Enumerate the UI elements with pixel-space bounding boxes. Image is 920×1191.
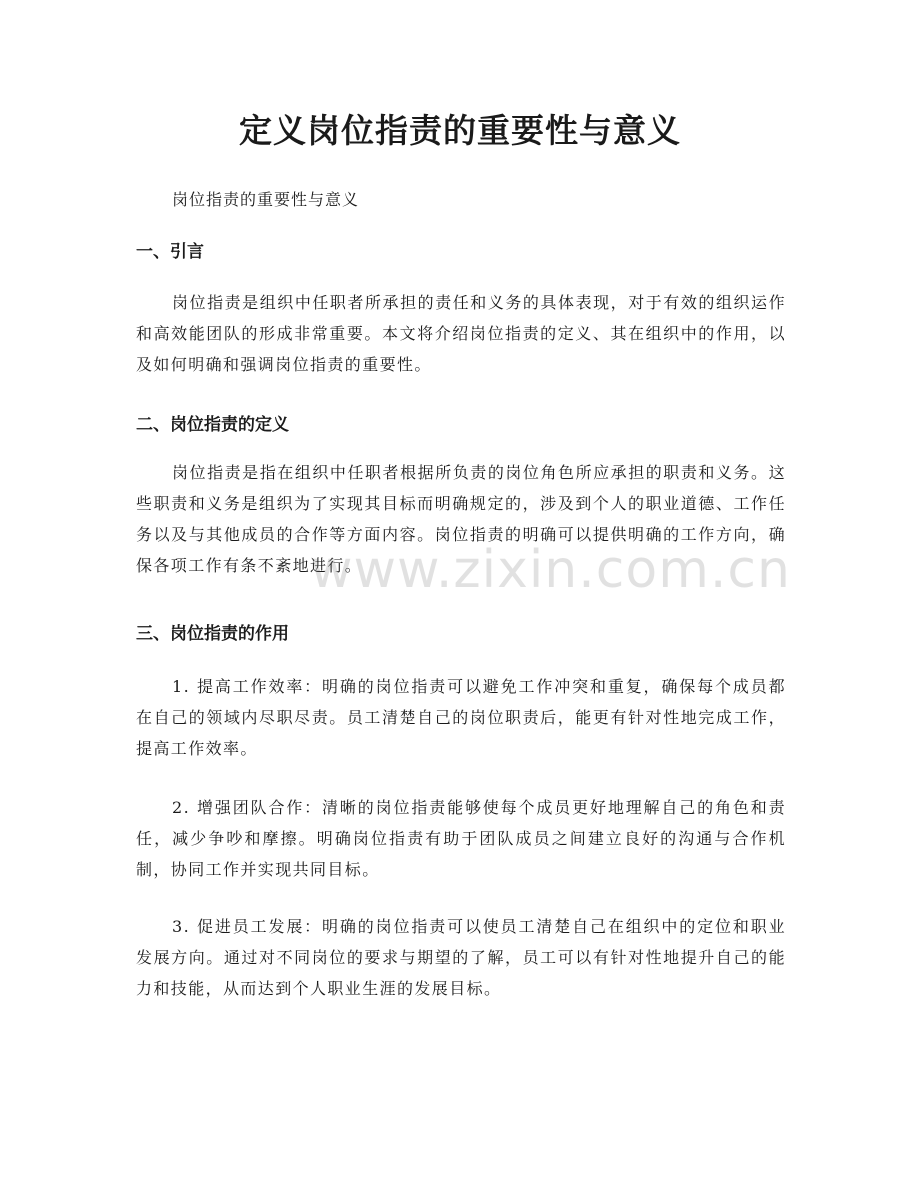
list-item: 2. 增强团队合作：清晰的岗位指责能够使每个成员更好地理解自己的角色和责任，减少争吵和摩擦。明确岗位指责有助于团队成员之间建立良好的沟通与合作机制，协同工作并实现共同目标。 xyxy=(136,798,786,879)
list-item: 1. 提高工作效率：明确的岗位指责可以避免工作冲突和重复，确保每个成员都在自己的领域内尽职尽责。员工清楚自己的岗位职责后，能更有针对性地完成工作，提高工作效率。 xyxy=(136,677,786,758)
section-heading-definition: 二、岗位指责的定义 xyxy=(136,415,289,435)
paragraph: 岗位指责是组织中任职者所承担的责任和义务的具体表现，对于有效的组织运作和高效能团队的形成非常重要。本文将介绍岗位指责的定义、其在组织中的作用，以及如何明确和强调岗位指责的重要性。 xyxy=(136,293,786,374)
list-item: 3. 促进员工发展：明确的岗位指责可以使员工清楚自己在组织中的定位和职业发展方向。通过对不同岗位的要求与期望的了解，员工可以有针对性地提升自己的能力和技能，从而达到个人职业生涯的发展目标。 xyxy=(136,917,786,998)
document-title: 定义岗位指责的重要性与意义 xyxy=(239,111,681,150)
watermark: www.zixin.com.cn xyxy=(310,540,791,600)
paragraph: 岗位指责是指在组织中任职者根据所负责的岗位角色所应承担的职责和义务。这些职责和义务是组织为了实现其目标而明确规定的，涉及到个人的职业道德、工作任务以及与其他成员的合作等方面内容。岗位指责的明确可以提供明确的工作方向，确保各项工作有条不紊地进行。 xyxy=(136,463,786,575)
section-heading-introduction: 一、引言 xyxy=(136,242,204,262)
section-heading-role: 三、岗位指责的作用 xyxy=(136,624,289,644)
document-subtitle: 岗位指责的重要性与意义 xyxy=(172,190,360,209)
